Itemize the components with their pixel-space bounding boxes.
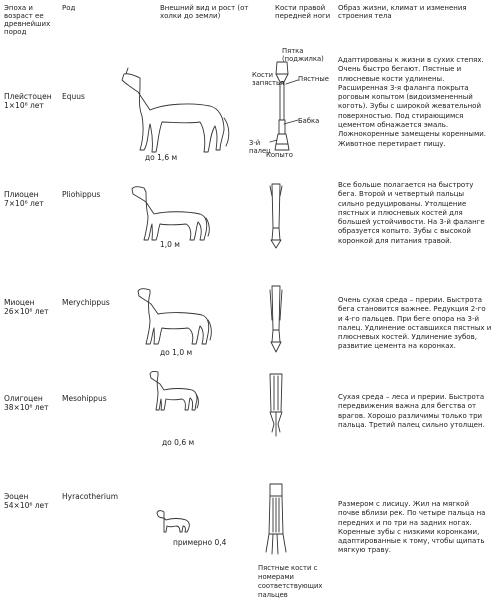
header-life: Образ жизни, климат и изменения строения тела [338, 4, 467, 20]
bones-equus-drawing [270, 62, 298, 150]
row-description: Очень сухая среда – прерии. Быстрота бега становится важнее. Редукция 2-го и 4-го пальцев. При беге опора на 3-й палец. Удлинение оставшихся пястных и плюсневых костей. Удлинение зубов, развитие цемента на коронках. [338, 296, 492, 351]
genus-name: Pliohippus [62, 190, 101, 199]
epoch-name: Эоцен [4, 492, 29, 501]
header-appearance: Внешний вид и рост (от холки до земли) [160, 4, 249, 20]
genus-name: Equus [62, 92, 85, 101]
horse-height: до 1,0 м [160, 348, 193, 357]
label-wrist: Кости запястья [252, 71, 285, 87]
epoch-name: Плиоцен [4, 190, 39, 199]
horse-merychippus-drawing [138, 289, 211, 344]
bones-pliohippus-drawing [270, 184, 282, 248]
epoch-age: 54×10⁶ лет [4, 501, 49, 510]
epoch-name: Миоцен [4, 298, 35, 307]
label-third-finger: 3-й палец [249, 139, 271, 155]
genus-name: Hyracotherium [62, 492, 119, 501]
header-genus: Род [62, 4, 76, 12]
horse-height: 1,0 м [160, 240, 180, 249]
epoch-age: 1×10⁶ лет [4, 101, 44, 110]
horse-equus-drawing [122, 68, 229, 152]
label-eocene-note: Пястные кости с номерами соответствующих пальцев [258, 564, 323, 599]
bones-merychippus-drawing [270, 286, 282, 352]
row-description: Все больше полагается на быстроту бега. Второй и четвертый пальцы сильно редуцированы. Утолщение пястных и плюсневых костей для большей устойчивости. На 3-й фаланге образуется копыто. Зубы с высокой коронкой для питания травой. [338, 181, 485, 245]
row-description: Сухая среда – леса и прерии. Быстрота передвижения важна для бегства от врагов. Хорошо различимы только три пальца. Третий палец сильно утолщен. [338, 393, 485, 429]
horse-mesohippus-drawing [150, 371, 198, 410]
row-description: Адаптированы к жизни в сухих степях. Очень быстро бегают. Пястные и плюсневые кости удлинены. Расширенная 3-я фаланга покрыта роговым копытом (видоизмененный коготь). Зубы с широкой жевательной поверхностью. Под стирающимся цементом обнажается эмаль. Ложнокоренные замещены коренными. Животное перетирает пищу. [338, 56, 487, 148]
label-pastern: Бабка [298, 117, 320, 125]
bones-hyracotherium-drawing [266, 484, 286, 554]
epoch-name: Олигоцен [4, 394, 43, 403]
header-epoch: Эпоха и возраст ее древнейших пород [4, 4, 51, 36]
horse-height: до 1,6 м [145, 153, 178, 162]
epoch-name: Плейстоцен [4, 92, 52, 101]
horse-hyracotherium-drawing [157, 511, 189, 532]
epoch-age: 26×10⁶ лет [4, 307, 49, 316]
genus-name: Mesohippus [62, 394, 107, 403]
horse-pliohippus-drawing [132, 187, 209, 240]
label-metacarpal: Пястные [298, 75, 329, 83]
bones-mesohippus-drawing [270, 374, 282, 436]
epoch-age: 7×10⁶ лет [4, 199, 44, 208]
horse-height: примерно 0,4 [173, 538, 227, 547]
label-heel: Пятка (поджилка) [282, 47, 324, 63]
genus-name: Merychippus [62, 298, 110, 307]
label-hoof: Копыто [266, 151, 293, 159]
horse-height: до 0,6 м [162, 438, 195, 447]
row-description: Размером с лисицу. Жил на мягкой почве вблизи рек. По четыре пальца на передних и по три на задних ногах. Коренные зубы с низкими коронками, адаптированные к тому, чтобы щипать мягкую траву. [338, 500, 486, 555]
header-bones: Кости правой передней ноги [275, 4, 331, 20]
epoch-age: 38×10⁶ лет [4, 403, 49, 412]
